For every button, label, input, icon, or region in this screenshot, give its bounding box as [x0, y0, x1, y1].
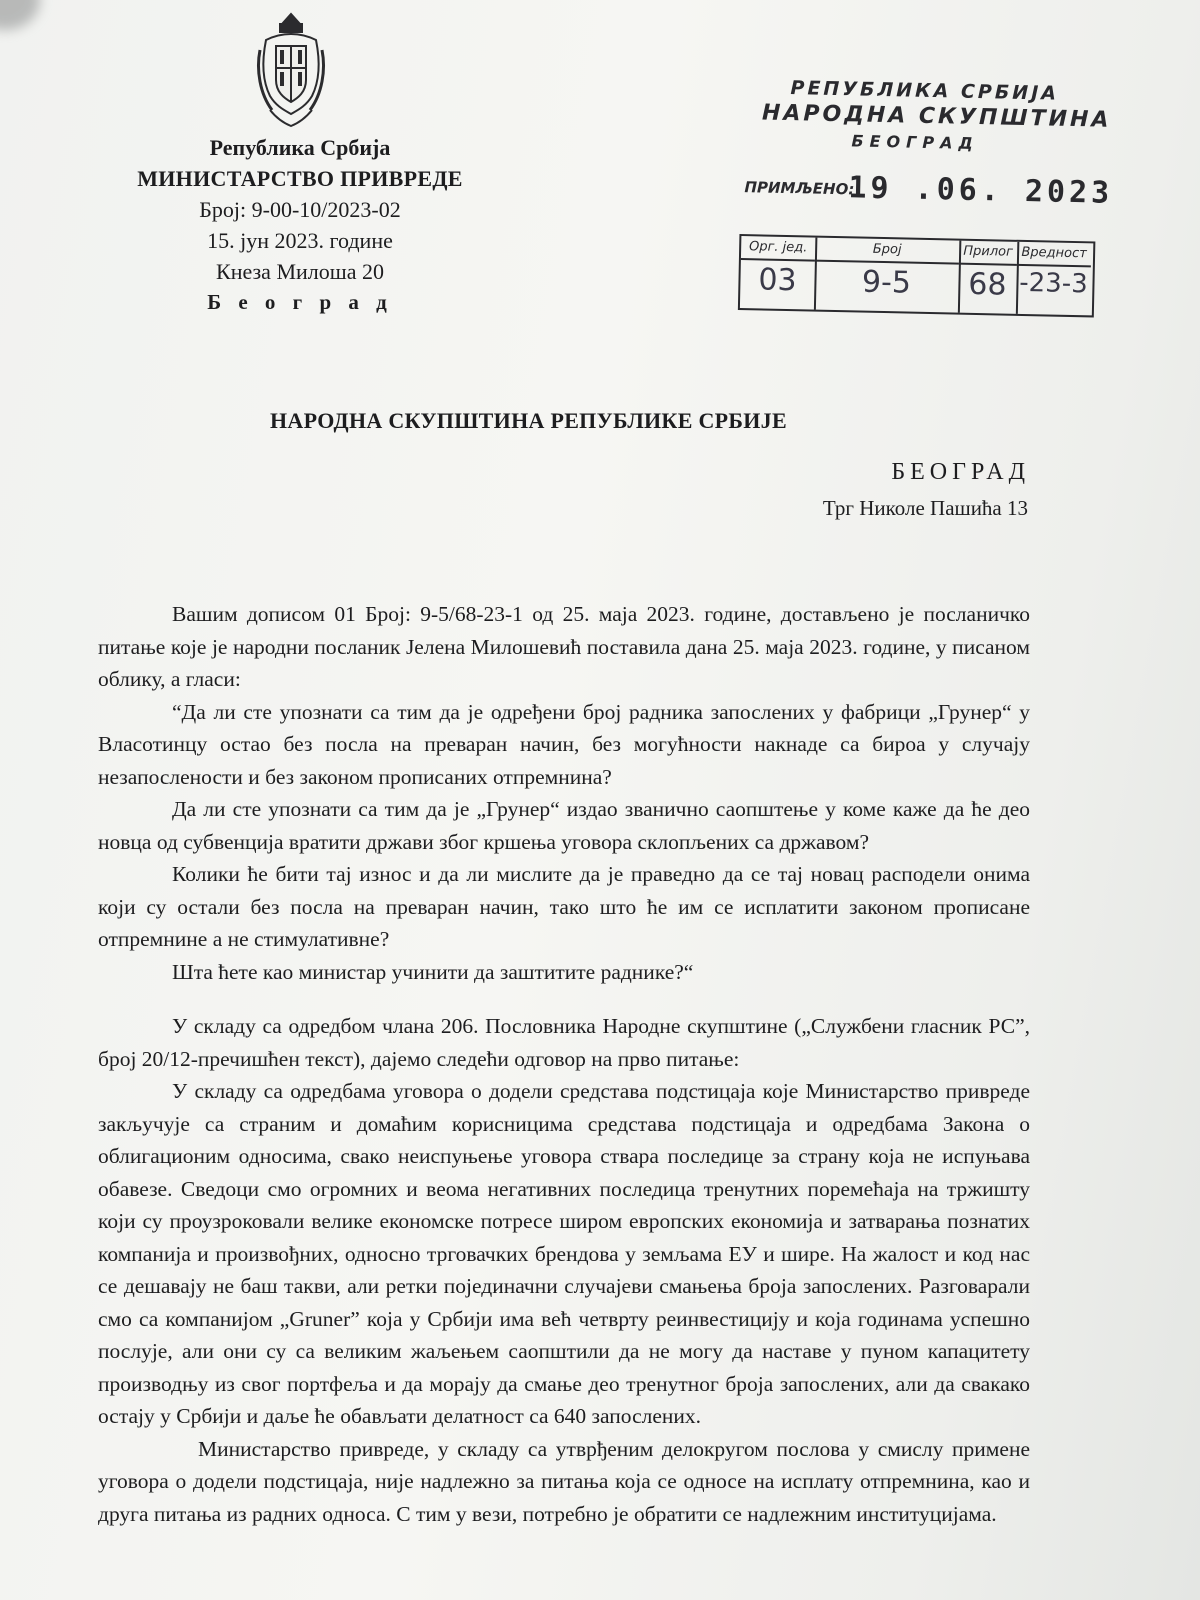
- stamp-value-value: -23-3: [1018, 267, 1088, 300]
- stamp-value-attachment: 68: [967, 266, 1007, 303]
- paragraph-answer: У складу са одредбама уговора о додели средстава подстицаја које Министарство привреде закључује са страним и домаћим корисницима средстава подстицаја и одредбама Закона о облигационим односима, свако неиспуњење уговора ствара последице за страну која не испуњава обавезе. Сведоци смо огромних и веома негативних последица тренутних поремећаја на тржишту који су проузроковали велике економске потресе широм европских економија и затварања познатих компанија и произвођних, односно трговачких брендова у земљама ЕУ и шире. На жалост и код нас се дешавају не баш такви, али ретки појединачни случајеви смањења броја запослених. Разговарали смо са компанијом „Gruner” која у Србији има већ четврту реинвестицију и која годинама успешно послује, али они су са великим жаљењем саопштили да не могу да наставе у пуном капацитету производњу из свог портфеља и да морају да смање део тренутног броја запослених, али да свакако остају у Србији и даље ће обављати делатност са 640 запослених.: [98, 1079, 1030, 1428]
- stamp-header-number: Број: [815, 238, 959, 265]
- stamp-received-date: 19 .06. 2023: [848, 170, 1114, 211]
- question-4: Шта ћете као министар учинити да заштитите раднике?“: [172, 959, 694, 984]
- sender-street: Кнеза Милоша 20: [216, 259, 384, 284]
- stamp-col-org: [740, 236, 817, 310]
- finger-shadow: [0, 0, 40, 30]
- sender-number: Број: 9-00-10/2023-02: [199, 197, 401, 222]
- stamp-line-2: НАРОДНА СКУПШТИНА: [761, 100, 1112, 133]
- stamp-value-org: 03: [758, 262, 797, 299]
- paragraph-rules: У складу са одредбом члана 206. Пословника Народне скупштине („Службени гласник РС”, број 20/12-пречишћен текст), дајемо следећи одговор на прво питање:: [98, 1014, 1030, 1071]
- letter-body: [98, 598, 1030, 1530]
- question-2: Да ли сте упознати са тим да је „Грунер“ издао званично саопштење у коме каже да ће део новца од субвенција вратити држави због кршења уговора склопљених са државом?: [98, 797, 1030, 854]
- addressee-street: Трг Николе Пашића 13: [822, 496, 1028, 520]
- addressee-city: БЕОГРАД: [891, 459, 1030, 485]
- sender-block: [100, 132, 500, 318]
- coat-of-arms-icon: [256, 10, 326, 130]
- stamp-header-value: Вредност: [1017, 242, 1091, 268]
- stamp-received-label: ПРИМЉЕНО:: [744, 178, 855, 199]
- stamp-header-org: Орг. јед.: [741, 236, 815, 262]
- stamp-table: [738, 234, 1096, 317]
- stamp-col-number: [814, 238, 961, 313]
- paragraph-jurisdiction: Министарство привреде, у складу са утврђеним делокругом послова у смислу примене уговора о додели подстицаја, није надлежно за питања која се односе на исплату отпремнина, као и друга питања из радних односа. С тим у вези, потребно је обратити се надлежним институцијама.: [98, 1436, 1030, 1526]
- paragraph-intro: Вашим дописом 01 Број: 9-5/68-23-1 од 25. маја 2023. године, достављено је посланичко питање које је народни посланик Јелена Милошевић поставила дана 25. маја 2023. године, у писаном облику, а гласи:: [98, 602, 1030, 691]
- sender-date: 15. јун 2023. године: [207, 228, 393, 253]
- sender-ministry: МИНИСТАРСТВО ПРИВРЕДЕ: [137, 166, 463, 191]
- stamp-col-attachment: [958, 241, 1019, 314]
- stamp-line-1: РЕПУБЛИКА СРБИЈА: [790, 77, 1060, 105]
- stamp-value-number: 9-5: [861, 264, 912, 301]
- paragraph-gap: [98, 988, 1030, 1010]
- stamp-header-attachment: Прилог: [959, 241, 1017, 266]
- question-1: “Да ли сте упознати са тим да је одређени број радника запослених у фабрици „Грунер“ у Власотинцу остао без посла на преваран начин, без могућности накнаде са бироа у случају незапослености и без законом прописаних отпремнина?: [98, 699, 1030, 789]
- received-stamp: [737, 76, 1122, 344]
- stamp-line-3: БЕОГРАД: [851, 131, 979, 154]
- sender-country: Република Србија: [209, 135, 391, 160]
- question-3: Колики ће бити тај износ и да ли мислите да је праведно да се тај новац расподели онима који су остали без посла на преваран начин, тако што ће им се исплатити законом прописане отпремнине а не стимулативне?: [98, 862, 1030, 951]
- sender-city: Б е о г р а д: [207, 290, 393, 314]
- addressee-name: НАРОДНА СКУПШТИНА РЕПУБЛИКЕ СРБИЈЕ: [270, 408, 787, 433]
- stamp-col-value: [1016, 242, 1091, 316]
